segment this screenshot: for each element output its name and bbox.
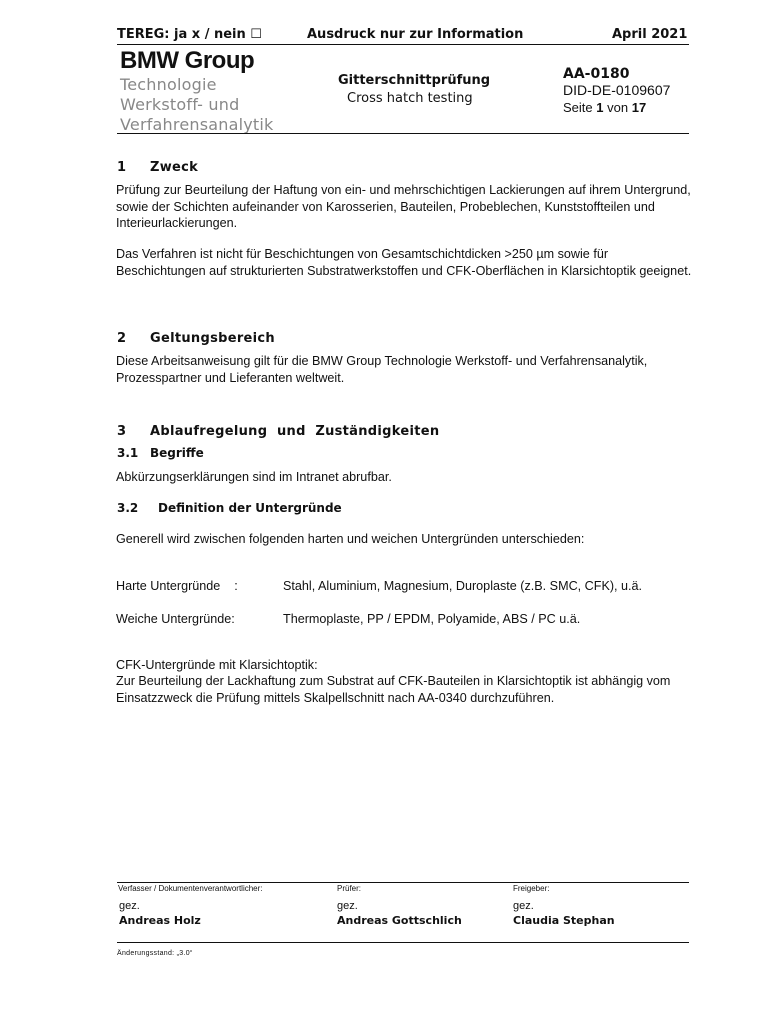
approver-name: Claudia Stephan — [513, 914, 615, 927]
section-3-number: 3 — [117, 424, 127, 439]
section-3-1-title: Begriffe — [150, 446, 204, 460]
document-subtitle: Cross hatch testing — [347, 91, 473, 106]
section-2-paragraph: Diese Arbeitsanweisung gilt für die BMW Group Technologie Werkstoff- und Verfahrensanalytik, Prozesspartner und Lieferanten weltweit. — [116, 354, 648, 385]
page-prefix: Seite — [563, 100, 593, 115]
section-1-number: 1 — [117, 160, 127, 175]
document-title: Gitterschnittprüfung — [338, 73, 491, 88]
signature-rule-top — [117, 882, 689, 883]
page-indicator — [563, 100, 646, 115]
section-3-1-text: Abkürzungserklärungen sind im Intranet abrufbar. — [116, 470, 392, 484]
cfk-substrates-label: CFK-Untergründe mit Klarsichtoptik: — [116, 658, 318, 672]
header-rule-bottom — [117, 133, 689, 134]
author-caption: Verfasser / Dokumentenverantwortlicher: — [118, 884, 263, 893]
brand-name: BMW Group — [120, 47, 255, 74]
department-line-3: Verfahrensanalytik — [120, 115, 274, 134]
author-gez: gez. — [119, 900, 140, 912]
cfk-substrates-text: Zur Beurteilung der Lackhaftung zum Substrat auf CFK-Bauteilen in Klarsichtoptik ist abhängig vom Einsatzzweck die Prüfung mittels Skalpellschnitt nach AA-0340 durchzuführen. — [116, 674, 671, 705]
document-date: April 2021 — [612, 27, 688, 42]
section-2-title: Geltungsbereich — [150, 331, 275, 346]
section-3-1-number: 3.1 — [117, 446, 139, 460]
approver-caption: Freigeber: — [513, 884, 550, 893]
tereg-label: TEREG: ja x / nein ☐ — [117, 27, 262, 42]
revision-status: Änderungsstand: „3.0“ — [117, 950, 193, 957]
page-of: von — [607, 100, 629, 115]
section-3-2-intro: Generell wird zwischen folgenden harten und weichen Untergründen unterschieden: — [116, 532, 585, 546]
section-3-2-title: Definition der Untergründe — [158, 501, 342, 515]
section-1-paragraph-1: Prüfung zur Beurteilung der Haftung von ein- und mehrschichtigen Lackierungen auf ihrem Untergrund, sowie der Schichten aufeinander von Karosserien, Bauteilen, Probeblechen, Kunststoffteilen und Interieurlackierungen. — [116, 183, 691, 230]
department-line-2: Werkstoff- und — [120, 95, 240, 114]
signature-rule-bottom — [117, 942, 689, 943]
header-rule-top — [117, 44, 689, 45]
document-id: DID-DE-0109607 — [563, 82, 671, 98]
section-1-paragraph-2: Das Verfahren ist nicht für Beschichtungen von Gesamtschichtdicken >250 µm sowie für Beschichtungen auf strukturierten Substratwerkstoffen und CFK-Oberflächen in Klarsichtoptik geeignet. — [116, 247, 692, 278]
checker-gez: gez. — [337, 900, 358, 912]
hard-substrates-value: Stahl, Aluminium, Magnesium, Duroplaste (z.B. SMC, CFK), u.ä. — [283, 579, 643, 593]
approver-gez: gez. — [513, 900, 534, 912]
section-3-2-number: 3.2 — [117, 501, 139, 515]
section-3-title: Ablaufregelung und Zuständigkeiten — [150, 424, 440, 439]
document-number: AA-0180 — [563, 66, 630, 82]
soft-substrates-value: Thermoplaste, PP / EPDM, Polyamide, ABS / PC u.ä. — [283, 612, 581, 626]
hard-substrates-label: Harte Untergründe : — [116, 579, 238, 593]
page-current: 1 — [596, 100, 604, 115]
department-line-1: Technologie — [120, 75, 217, 94]
section-1-title: Zweck — [150, 160, 199, 175]
author-name: Andreas Holz — [119, 914, 201, 927]
checker-name: Andreas Gottschlich — [337, 914, 462, 927]
checker-caption: Prüfer: — [337, 884, 362, 893]
soft-substrates-label: Weiche Untergründe: — [116, 612, 235, 626]
section-2-number: 2 — [117, 331, 127, 346]
page-total: 17 — [631, 100, 647, 115]
print-notice: Ausdruck nur zur Information — [307, 27, 524, 42]
